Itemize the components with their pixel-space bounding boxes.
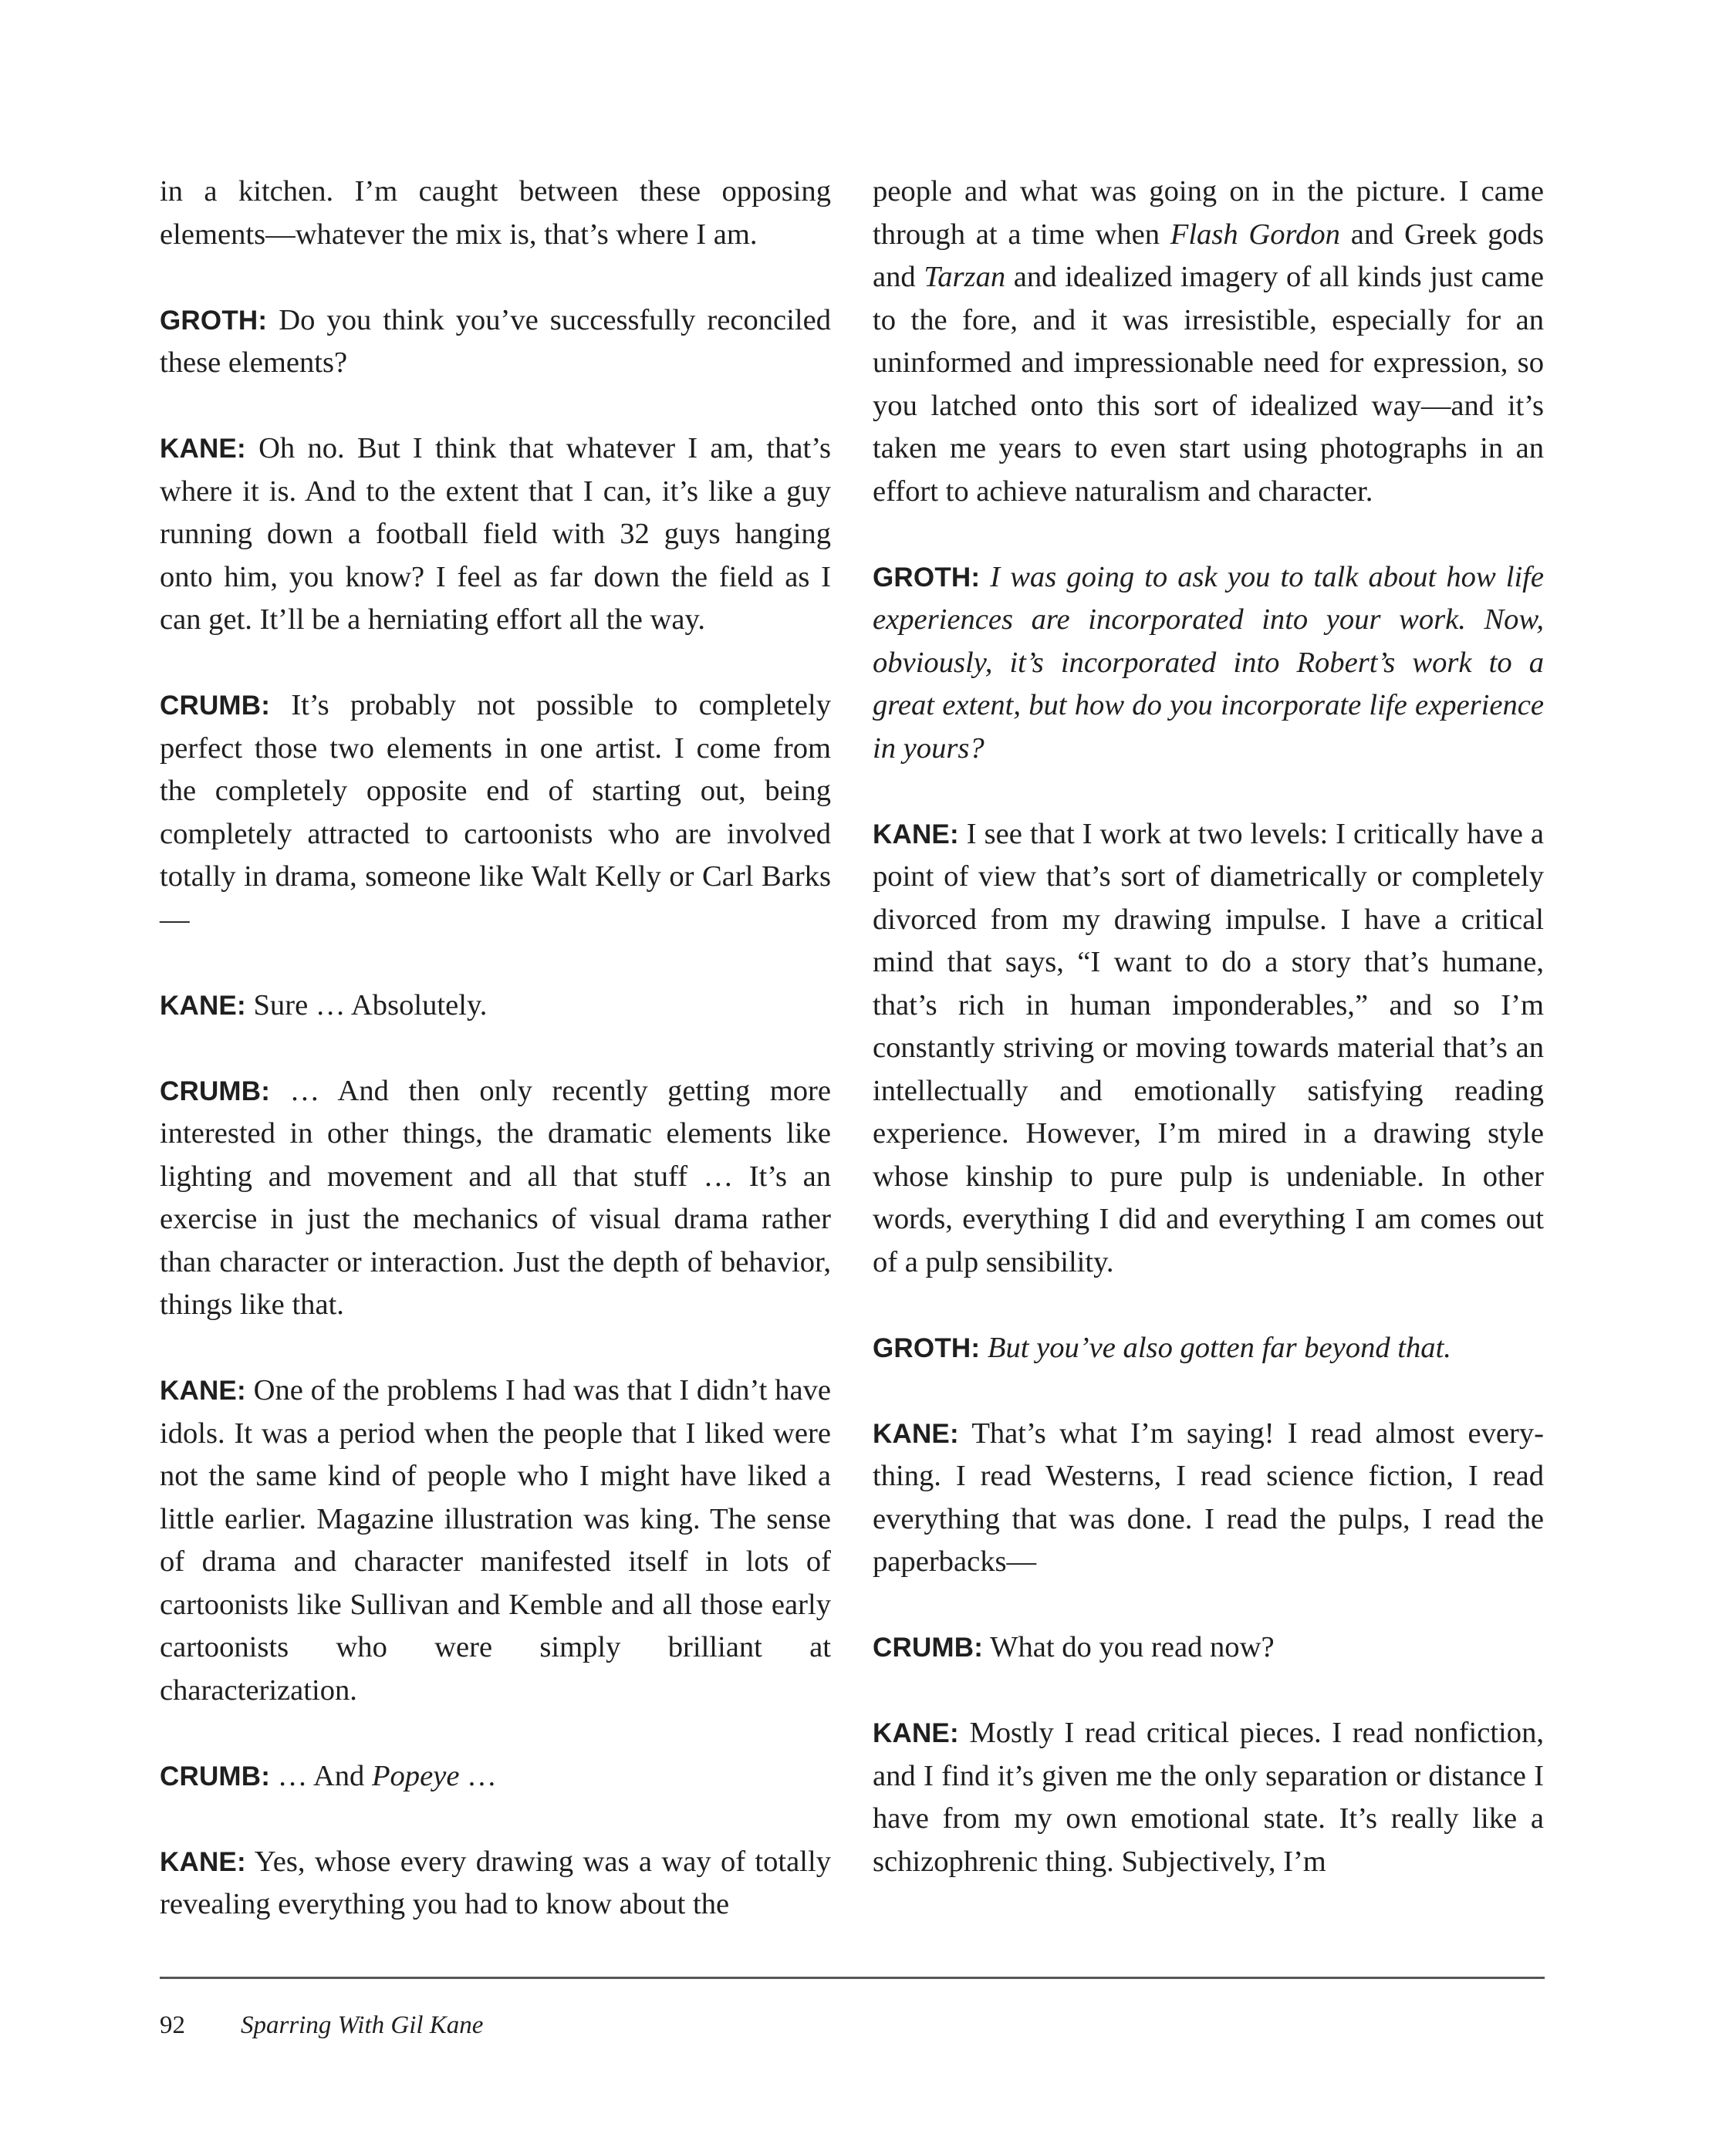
paragraph: KANE: One of the problems I had was that I didn’t have idols. It was a period when the people that I liked were not the same kind of people who I might have liked a little earlier. Magazine illustration was king. The sense of drama and character manifested itself in lots of cartoonists like Sullivan and Kemble and all those early cartoonists who were simply brilliant at characterization. — [160, 1374, 831, 1707]
paragraph: GROTH: Do you think you’ve successfully reconciled these elements? — [160, 303, 831, 379]
speaker-label: CRUMB: — [873, 1633, 984, 1663]
paragraph — [873, 556, 1544, 771]
paragraph: KANE: Mostly I read critical pieces. I read nonfiction, and I find it’s given me the only separation or distance I have from my own emotional state. It’s really like a schizophrenic thing. Subjectively, I’m — [873, 1717, 1544, 1878]
italic-title: Flash Gordon — [1170, 218, 1340, 251]
running-title: Sparring With Gil Kane — [241, 2011, 484, 2039]
italic-question: But you’ve also gotten far beyond that. — [980, 1331, 1451, 1364]
paragraph: KANE: Sure … Absolutely. — [160, 988, 488, 1022]
speaker-label: GROTH: — [873, 1332, 981, 1363]
italic-title: Tarzan — [924, 261, 1006, 293]
italic-question: I was going to ask you to talk about how life experiences are incorporated into your work. Now, obviously, it’s incorporated into Robert’s work to a great extent, but how do you incorporate life experience in yours? — [873, 560, 1544, 765]
paragraph: KANE: Yes, whose every drawing was a way of totally revealing everything you had to know about the — [160, 1845, 831, 1920]
paragraph: CRUMB: … And then only recently getting more interested in other things, the dramatic elements like lighting and movement and all that stuff … It’s an exercise in just the mechanics of visual drama rather than character or interaction. Just the depth of behavior, things like that. — [160, 1074, 831, 1321]
speaker-label: KANE: — [160, 1376, 246, 1406]
speaker-label: KANE: — [873, 1418, 959, 1449]
paragraph: KANE: That’s what I’m saying! I read almost everything. I read Westerns, I read science fiction, I read everything that was done. I read the pulps, I read the paperbacks— — [873, 1417, 1544, 1578]
paragraph — [873, 1327, 1544, 1370]
paragraph: CRUMB: It’s probably not possible to completely perfect those two elements in one artist. I come from the completely opposite end of starting out, being completely attracted to cartoonists who are involved totally in drama, someone like Walt Kelly or Carl Barks— — [160, 689, 831, 936]
paragraph: in a kitchen. I’m caught between these opposing elements—whatever the mix is, that’s where I am. — [160, 175, 831, 251]
paragraph: CRUMB: What do you read now? — [873, 1631, 1275, 1663]
speaker-label: KANE: — [160, 990, 246, 1021]
speaker-label: KANE: — [160, 1846, 246, 1877]
speaker-label: GROTH: — [160, 305, 268, 336]
speaker-label: GROTH: — [873, 562, 981, 593]
speaker-label: KANE: — [873, 1718, 959, 1748]
speaker-label: CRUMB: — [160, 691, 271, 721]
paragraph: KANE: Oh no. But I think that whatever I am, that’s where it is. And to the extent that I can, it’s like a guy running down a football field with 32 guys hanging onto him, you know? I feel as far down the field as I can get. It’ll be a herniating effort all the way. — [160, 432, 831, 636]
page-number: 92 — [160, 2011, 185, 2039]
speaker-label: CRUMB: — [160, 1076, 271, 1106]
right-column — [873, 171, 1544, 1883]
speaker-label: KANE: — [160, 434, 246, 464]
italic-title: Popeye — [371, 1759, 460, 1792]
paragraph: people and what was going on in the picture. I came through at a time when Flash Gordon and Greek gods and Tarzan and idealized imagery of all kinds just came to the fore, and it was irresistible, especially for an uninformed and impressionable need for expression, so you latched onto this sort of idealized way—and it’s taken me years to even start using photographs in an effort to achieve naturalism and character. — [873, 175, 1544, 508]
paragraph: KANE: I see that I work at two levels: I critically have a point of view that’s sort of diametrically or completely divorced from my drawing impulse. I have a critical mind that says, “I want to do a story that’s humane, that’s rich in human imponderables,” and so I’m constantly striving or moving towards material that’s an intellectually and emotionally satisfying reading experience. However, I’m mired in a drawing style whose kinship to pure pulp is undeniable. In other words, everything I did and everything I am comes out of a pulp sensibility. — [873, 817, 1544, 1278]
speaker-label: CRUMB: — [160, 1761, 271, 1791]
left-column — [160, 171, 831, 1927]
paragraph: CRUMB: … And Popeye … — [160, 1759, 497, 1792]
footer-rule — [160, 1977, 1545, 1979]
speaker-label: KANE: — [873, 819, 959, 849]
